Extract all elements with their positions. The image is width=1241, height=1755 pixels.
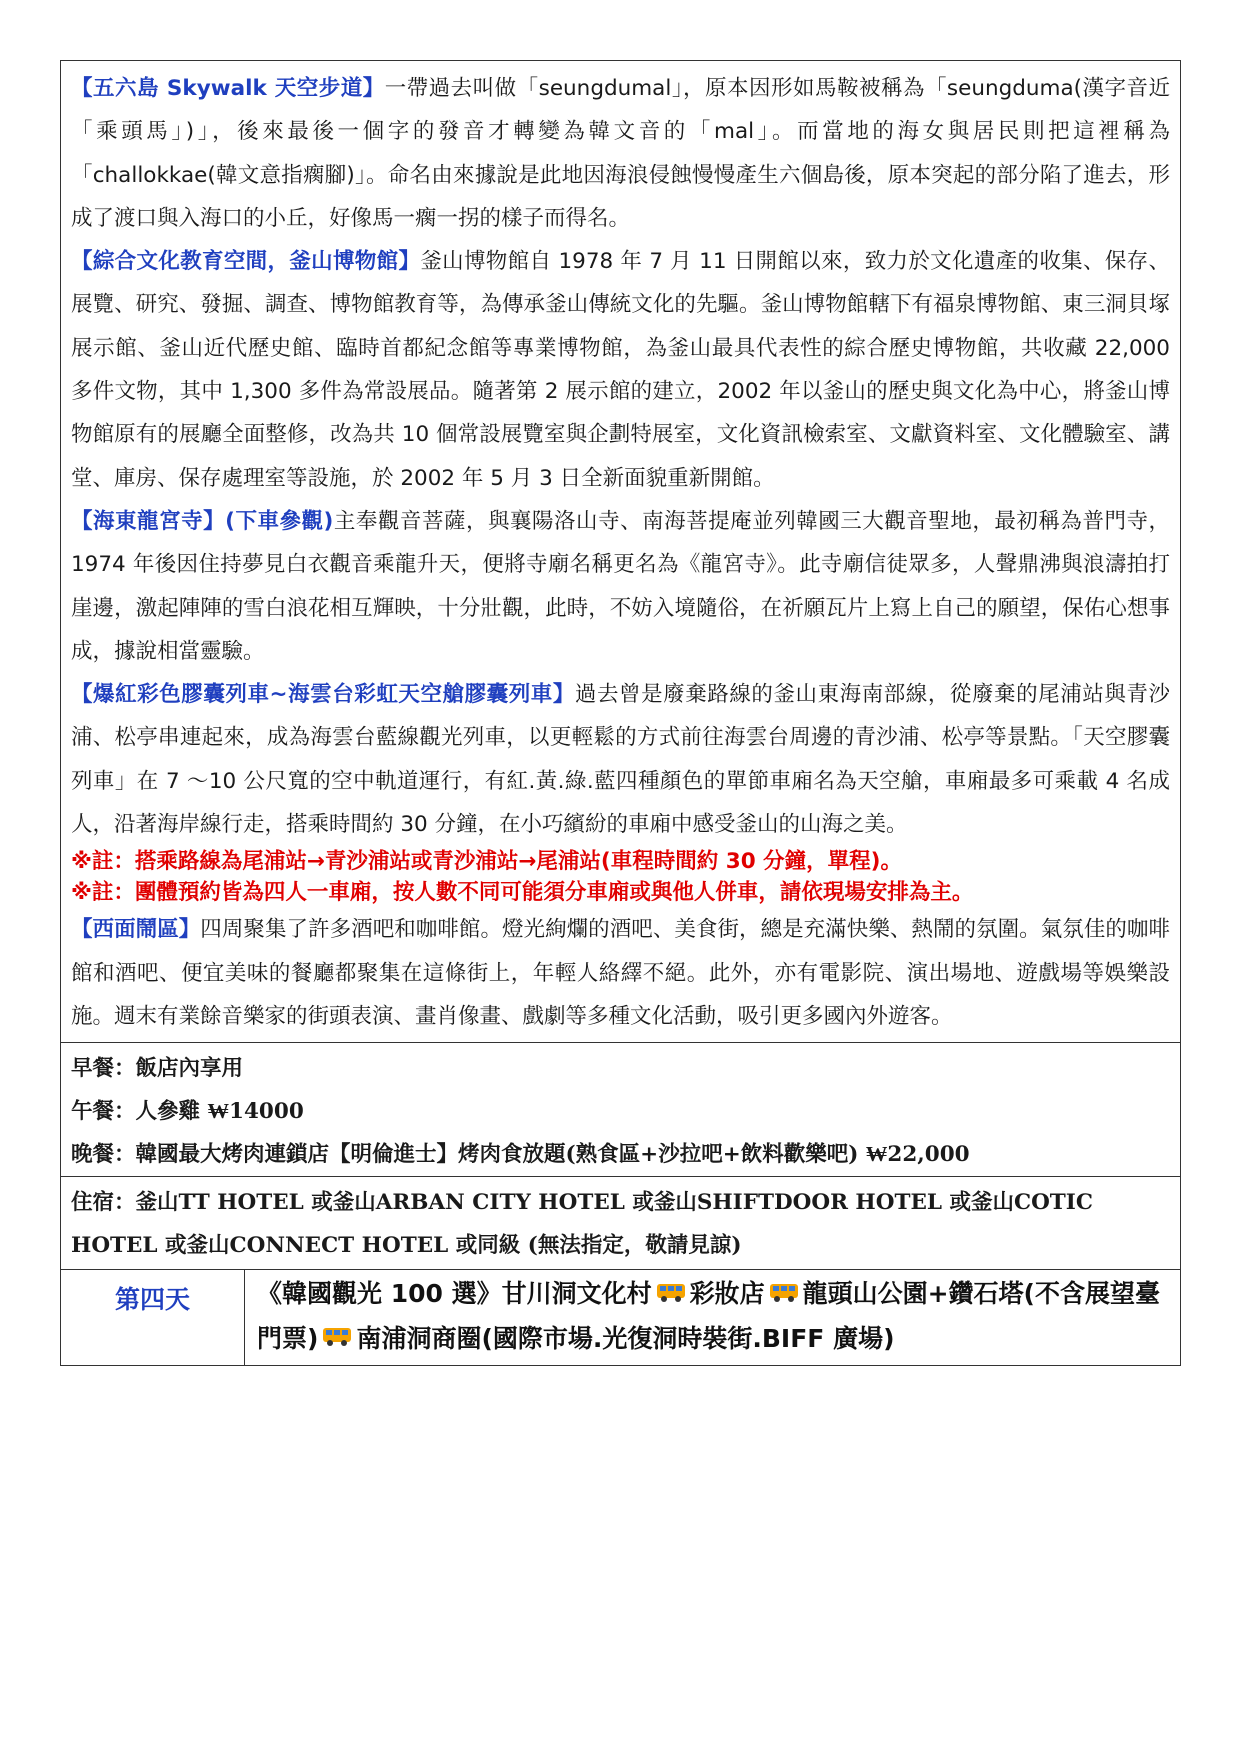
day-stop: 龍頭山公園+鑽石塔(不含展望臺門票) bbox=[257, 1279, 1160, 1353]
day-row bbox=[61, 1269, 1180, 1365]
attractions-cell bbox=[61, 61, 1180, 1042]
day-stop: 南浦洞商圈(國際市場.光復洞時裝街.BIFF 廣場) bbox=[356, 1323, 895, 1353]
itinerary-table bbox=[60, 60, 1181, 1366]
section-heading: 【爆紅彩色膠囊列車~海雲台彩虹天空艙膠囊列車】 bbox=[71, 682, 575, 708]
day-title bbox=[245, 1270, 1180, 1365]
section-body: 四周聚集了許多酒吧和咖啡館。燈光絢爛的酒吧、美食街，總是充滿快樂、熱鬧的氛圍。氣氛佳的咖啡館和酒吧、便宜美味的餐廳都聚集在這條街上，年輕人絡繹不絕。此外，亦有電影院、演出場地、遊戲場等娛樂設施。週末有業餘音樂家的街頭表演、畫肖像畫、戲劇等多種文化活動，吸引更多國內外遊客。 bbox=[71, 917, 1170, 1029]
section-body: 主奉觀音菩薩，與襄陽洛山寺、南海菩提庵並列韓國三大觀音聖地，最初稱為普門寺，1974 年後因住持夢見白衣觀音乘龍升天，便將寺廟名稱更名為《龍宮寺》。此寺廟信徒眾多，人聲鼎沸與浪濤拍打崖邊，激起陣陣的雪白浪花相互輝映，十分壯觀，此時，不妨入境隨俗，在祈願瓦片上寫上自己的願望，保佑心想事成，據說相當靈驗。 bbox=[71, 508, 1170, 664]
section-body: 過去曾是廢棄路線的釜山東海南部線，從廢棄的尾浦站與青沙浦、松亭串連起來，成為海雲台藍線觀光列車，以更輕鬆的方式前往海雲台周邊的青沙浦、松亭等景點。「天空膠囊列車」在 7 ～10 公尺寬的空中軌道運行，有紅.黃.綠.藍四種顏色的單節車廂名為天空艙，車廂最多可乘載 4 名成人，沿著海岸線行走，搭乘時間約 30 分鐘，在小巧繽紛的車廂中感受釜山的山海之美。 bbox=[71, 682, 1170, 838]
section-heading: 【綜合文化教育空間，釜山博物館】 bbox=[71, 249, 421, 275]
note-group: ※註：團體預約皆為四人一車廂，按人數不同可能須分車廂或與他人併車，請依現場安排為主。 bbox=[71, 880, 974, 906]
section-body: 一帶過去叫做「seungdumal」，原本因形如馬鞍被稱為「seungduma(漢字音近「乘頭馬」)」，後來最後一個字的發音才轉變為韓文音的「mal」。而當地的海女與居民則把這裡稱為「challokkae(韓文意指瘸腳)」。命名由來據說是此地因海浪侵蝕慢慢產生六個島後，原本突起的部分陷了進去，形成了渡口與入海口的小丘，好像馬一瘸一拐的樣子而得名。 bbox=[71, 76, 1171, 231]
section-body: 釜山博物館自 1978 年 7 月 11 日開館以來，致力於文化遺產的收集、保存、展覽、研究、發掘、調查、博物館教育等，為傳承釜山傳統文化的先驅。釜山博物館轄下有福泉博物館、東三洞貝塚展示館、釜山近代歷史館、臨時首都紀念館等專業博物館，為釜山最具代表性的綜合歷史博物館，共收藏 22,000 多件文物，其中 1,300 多件為常設展品。隨著第 2 展示館的建立，2002 年以釜山的歷史與文化為中心，將釜山博物館原有的展廳全面整修，改為共 10 個常設展覽室與企劃特展室，文化資訊檢索室、文獻資料室、文化體驗室、講堂、庫房、保存處理室等設施，於 2002 年 5 月 3 日全新面貌重新開館。 bbox=[71, 249, 1170, 491]
section-temple bbox=[71, 500, 1170, 673]
section-museum bbox=[71, 240, 1170, 500]
day-stop: 《韓國觀光 100 選》甘川洞文化村 bbox=[257, 1279, 652, 1309]
bus-icon bbox=[322, 1318, 352, 1361]
section-heading: 【海東龍宮寺】(下車參觀) bbox=[71, 508, 334, 534]
section-capsule-train bbox=[71, 673, 1170, 846]
bus-icon bbox=[656, 1274, 686, 1317]
bus-icon bbox=[769, 1274, 799, 1317]
section-heading: 【西面鬧區】 bbox=[71, 917, 201, 943]
lunch: 午餐：人參雞 ₩14000 bbox=[71, 1099, 304, 1125]
meals-cell bbox=[61, 1042, 1180, 1176]
section-heading: 【五六島 Skywalk 天空步道】 bbox=[71, 76, 385, 101]
day-label: 第四天 bbox=[61, 1270, 245, 1365]
note-route: ※註：搭乘路線為尾浦站→青沙浦站或青沙浦站→尾浦站(車程時間約 30 分鐘，單程)。 bbox=[71, 849, 902, 875]
breakfast: 早餐：飯店內享用 bbox=[71, 1056, 244, 1082]
section-skywalk bbox=[71, 67, 1170, 240]
section-seomyeon bbox=[71, 908, 1170, 1038]
dinner: 晚餐：韓國最大烤肉連鎖店【明倫進士】烤肉食放題(熟食區+沙拉吧+飲料歡樂吧) ₩22,000 bbox=[71, 1142, 970, 1168]
hotel-cell: 住宿：釜山TT HOTEL 或釜山ARBAN CITY HOTEL 或釜山SHIFTDOOR HOTEL 或釜山COTIC HOTEL 或釜山CONNECT HOTEL 或同級 (無法指定，敬請見諒) bbox=[61, 1176, 1180, 1269]
day-stop: 彩妝店 bbox=[689, 1279, 765, 1309]
